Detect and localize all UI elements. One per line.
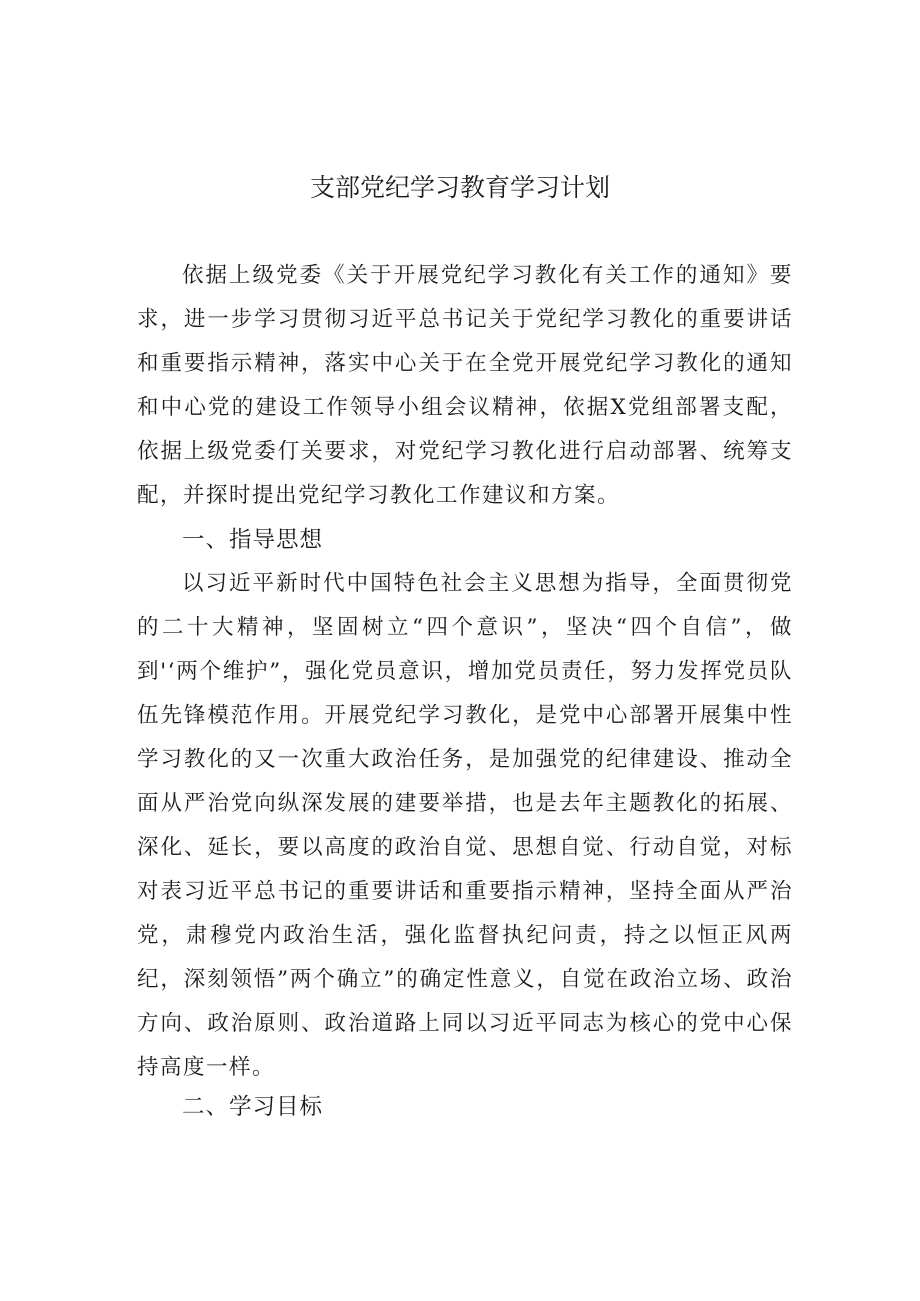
section-heading-learning-goals: 二、学习目标	[182, 1094, 324, 1120]
section-heading-guiding-ideology: 一、指导思想	[182, 527, 324, 553]
guiding-ideology-paragraph: 以习近平新时代中国特色社会主义思想为指导，全面贯彻党的二十大精神，坚固树立“四个意识”，坚决“四个自信”，做到'‘两个维护”，强化党员意识，增加党员责任，努力发挥党员队伍先锋模范作用。开展党纪学习教化，是党中心部署开展集中性学习教化的又一次重大政治任务，是加强党的纪律建设、推动全面从严治党向纵深发展的建要举措，也是去年主题教化的拓展、深化、延长，要以高度的政治自觉、思想自觉、行动自觉，对标对表习近平总书记的重要讲话和重要指示精神，坚持全面从严治党，肃穆党内政治生活，强化监督执纪问责，持之以恒正风两纪，深刻领悟”两个确立”的确定性意义，自觉在政治立场、政治方向、政治原则、政治道路上同以习近平同志为核心的党中心保持高度一样。	[137, 571, 793, 1080]
intro-paragraph: 依据上级党委《关于开展党纪学习教化有关工作的通知》要求，进一步学习贯彻习近平总书记关于党纪学习教化的重要讲话和重要指示精神，落实中心关于在全党开展党纪学习教化的通知和中心党的建设工作领导小组会议精神，依据X党组部署支配，依据上级党委仃关要求，对党纪学习教化进行启动部署、统筹支配，并探时提出党纪学习教化工作建议和方案。	[137, 263, 793, 508]
document-title: 支部党纪学习教育学习计划	[309, 173, 610, 202]
